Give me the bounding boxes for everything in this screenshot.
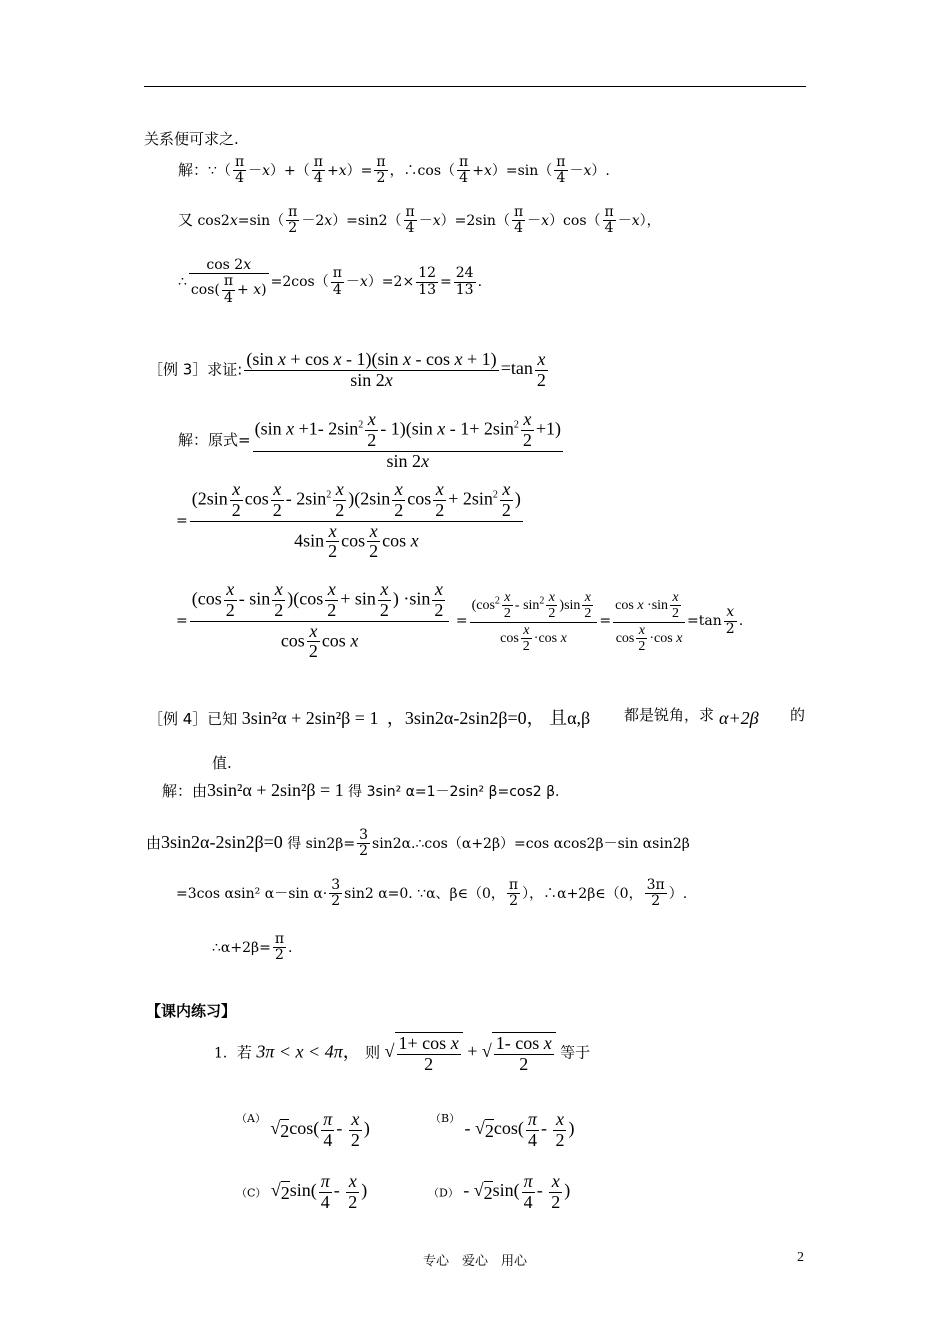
example-4-condition-1: 3sin²α + 2sin²β = 1 [241,708,379,728]
question-1-equals: 等于 [560,1043,591,1062]
header-rule [144,86,806,87]
question-1-number: 1． [214,1045,237,1062]
solution-ex3-line2: = (2sin $\frac{x}{2}$ cos $\frac{x}{2}$ - $2\sin^2$ $\frac{x}{2}$ )(2sin $\frac{x}{2}$ cos $\frac{x}{2}$ + $2\sin^2$ $\frac{x}{2}$ ) 4sin $\frac{x}{2}$ cos $\frac{x}{2}$ cos x [176,479,521,562]
question-1-if: 若 [236,1043,252,1062]
intro-text: 关系便可求之. [144,130,239,148]
solution-ex2-line1: 解：∵（ $\frac{\pi}{4}$ －x）+（ $\frac{\pi}{4}$ +x）= $\frac{\pi}{2}$ ，∴cos（ $\frac{\pi}{4}$ +x）=sin（ $\frac{\pi}{4}$ －x）. [178,154,610,187]
option-b-label: （B） [430,1112,461,1125]
option-a-label: （A） [236,1112,266,1125]
option-b[interactable]: $^{(B)}$ - √2cos( $\frac{\pi}{4}$ - $\frac{x}{2}$ ) [430,1109,575,1150]
solution-ex3-line1: 解：原式= (sin x +1- $2\sin^2$ $\frac{x}{2}$ - 1)(sin $x - 1+ 2\sin^2$ $\frac{x}{2}$ +1) sin 2x [178,409,562,471]
solution-ex4-line1 [162,780,560,801]
example-4-mid: 都是锐角，求 [624,706,715,724]
example-4-target: α+2β [719,708,759,728]
option-d-label: （D） [428,1186,459,1200]
solution-ex3-label: 解：原式= [178,430,251,449]
solution-ex2-line3: ∴ cos 2x cos( $\frac{\pi}{4}$ + x) =2cos（ $\frac{\pi}{4}$ －x）=2× $\frac{12}{13}$ = $\frac{24}{13}$ . [178,257,483,306]
solution-ex4-line2: 由3sin2α-2sin2β=0 得 sin2β= $\frac{3}{2}$ sin2α.∴cos（α+2β）=cos αcos2β－sin αsin2β [146,827,690,860]
solution-ex4-label: 解：由 [162,782,208,800]
example-4-label: ［例 4］已知 [148,710,238,728]
question-1-then: 则 [365,1043,381,1062]
solution-ex2-line2: 又 cos2x=sin（ $\frac{\pi}{2}$ －2x）=sin2（ $\frac{\pi}{4}$ －x）=2sin（ $\frac{\pi}{4}$ －x）cos（ $\frac{\pi}{4}$ －x）， [178,204,661,237]
example-3-label: ［例 3］求证: [148,360,243,379]
example-4-statement: ［例 4］已知 3sin²α + 2sin²β = 1 ，3sin2α-2sin2β=0， 且α,β [148,708,591,728]
question-1-range: 3π < x < 4π [256,1041,343,1062]
option-d[interactable]: （D） - √2sin( $\frac{\pi}{4}$ - $\frac{x}{2}$ ) [428,1171,571,1212]
solution-ex4-result-1: 得 3sin² α=1－2sin² β=cos2 β. [348,784,560,800]
solution-label: 解： [178,160,209,179]
solution-ex4-line4: ∴α+2β= $\frac{\pi}{2}$ . [212,931,293,964]
practice-header: 【课内练习】 [146,1002,237,1020]
example-4-and: 且α,β [549,708,591,728]
example-4-value: 值. [212,754,232,772]
option-c[interactable]: （C） √2sin( $\frac{\pi}{4}$ - $\frac{x}{2}$ ) [236,1171,368,1212]
question-1: 1．若 3π < x < 4π， 则 √ $\frac{\text{1+ cos x}}{2}$ + √ $\frac{\text{1- cos x}}{2}$ 等于 [214,1033,591,1074]
option-a[interactable]: $^{(A)}$ √2cos( $\frac{\pi}{4}$ - $\frac{x}{2}$ ) [236,1109,370,1150]
page-number: 2 [797,1250,804,1265]
example-4-tail: 的 [790,706,806,724]
example-3-statement: ［例 3］求证: $\frac{\text{(sin x + cos x - 1)(sin x - cos x + 1)}}{\sin 2x}$ =tan $\frac{x}{2}$ [148,349,546,390]
page-footer: 专心 爱心 用心 [422,1254,527,1269]
solution-ex3-line3: = (cos $\frac{x}{2}$ - sin $\frac{x}{2}$ )(cos $\frac{x}{2}$ + sin $\frac{x}{2}$ ) ·sin $\frac{x}{2}$ cos $\frac{x}{2}$ cos x = ($\cos^2$ $\frac{x}{2}$ - $\sin^2$ $\frac{x}{2}$ )sin $\frac{x}{2}$ cos $\frac{x}{2}$ ·cos x = cos x ·sin $\frac{x}{2}$ cos $\frac{x}{2}$ ·cos x =tan $\frac{x}{2}$ . [176,579,744,662]
option-c-label: （C） [236,1186,267,1200]
solution-ex4-condition: 3sin²α + 2sin²β = 1 [207,780,344,800]
solution-ex4-line3: =3cos αsin² α－sin α· $\frac{3}{2}$ sin2 α=0. ∵α、β∈（0， $\frac{\pi}{2}$ ），∴α+2β∈（0， $\frac{3\pi}{2}$ ）. [176,877,688,910]
example-4-condition-2: 3sin2α-2sin2β=0 [404,708,527,728]
